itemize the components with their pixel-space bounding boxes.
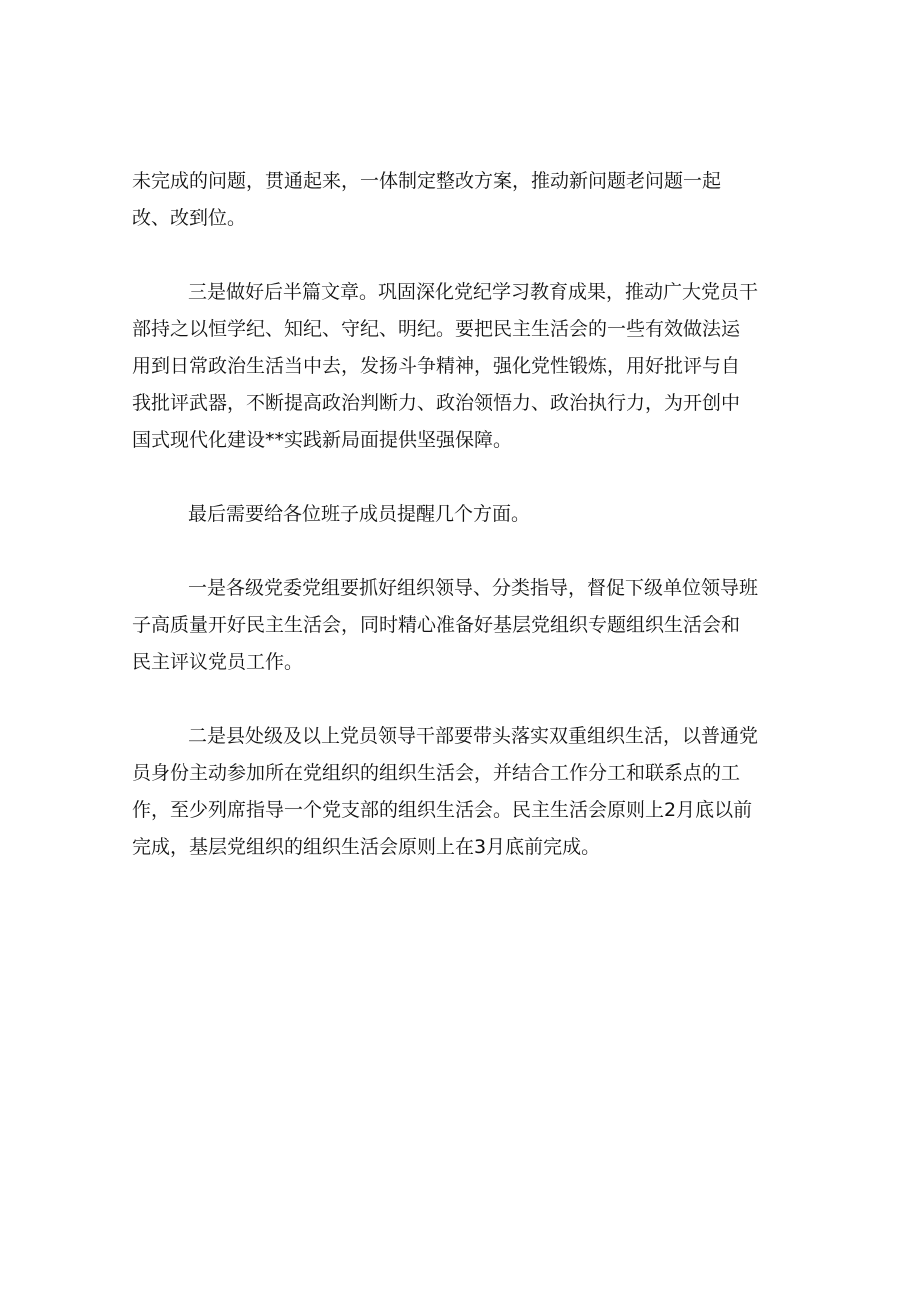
text-line: 改、改到位。 <box>132 207 247 229</box>
paragraph-gap <box>132 237 792 274</box>
text-line: 三是做好后半篇文章。巩固深化党纪学习教育成果，推动广大党员干 <box>188 281 759 303</box>
paragraph-gap <box>132 459 792 496</box>
text-line: 我批评武器，不断提高政治判断力、政治领悟力、政治执行力，为开创中 <box>132 392 741 414</box>
paragraph-reminder-intro <box>132 496 792 533</box>
text-line: 未完成的问题，贯通起来，一体制定整改方案，推动新问题老问题一起 <box>132 170 722 192</box>
paragraph-gap <box>132 681 792 718</box>
paragraph-reminder-two <box>132 718 792 866</box>
text-line: 员身份主动参加所在党组织的组织生活会，并结合工作分工和联系点的工 <box>132 762 741 784</box>
text-line: 二是县处级及以上党员领导干部要带头落实双重组织生活，以普通党 <box>188 725 759 747</box>
text-line: 完成，基层党组织的组织生活会原则上在3月底前完成。 <box>132 836 601 858</box>
text-line: 作，至少列席指导一个党支部的组织生活会。民主生活会原则上2月底以前 <box>132 799 753 821</box>
text-line: 用到日常政治生活当中去，发扬斗争精神，强化党性锻炼，用好批评与自 <box>132 355 741 377</box>
text-line: 一是各级党委党组要抓好组织领导、分类指导，督促下级单位领导班 <box>188 577 759 599</box>
text-line: 国式现代化建设**实践新局面提供坚强保障。 <box>132 429 513 451</box>
paragraph-continuation <box>132 163 792 237</box>
text-line: 最后需要给各位班子成员提醒几个方面。 <box>188 503 531 525</box>
text-line: 部持之以恒学纪、知纪、守纪、明纪。要把民主生活会的一些有效做法运 <box>132 318 741 340</box>
paragraph-reminder-one <box>132 570 792 681</box>
paragraph-point-three <box>132 274 792 459</box>
text-line: 民主评议党员工作。 <box>132 651 304 673</box>
paragraph-gap <box>132 533 792 570</box>
text-line: 子高质量开好民主生活会，同时精心准备好基层党组织专题组织生活会和 <box>132 614 741 636</box>
document-body <box>132 163 792 866</box>
